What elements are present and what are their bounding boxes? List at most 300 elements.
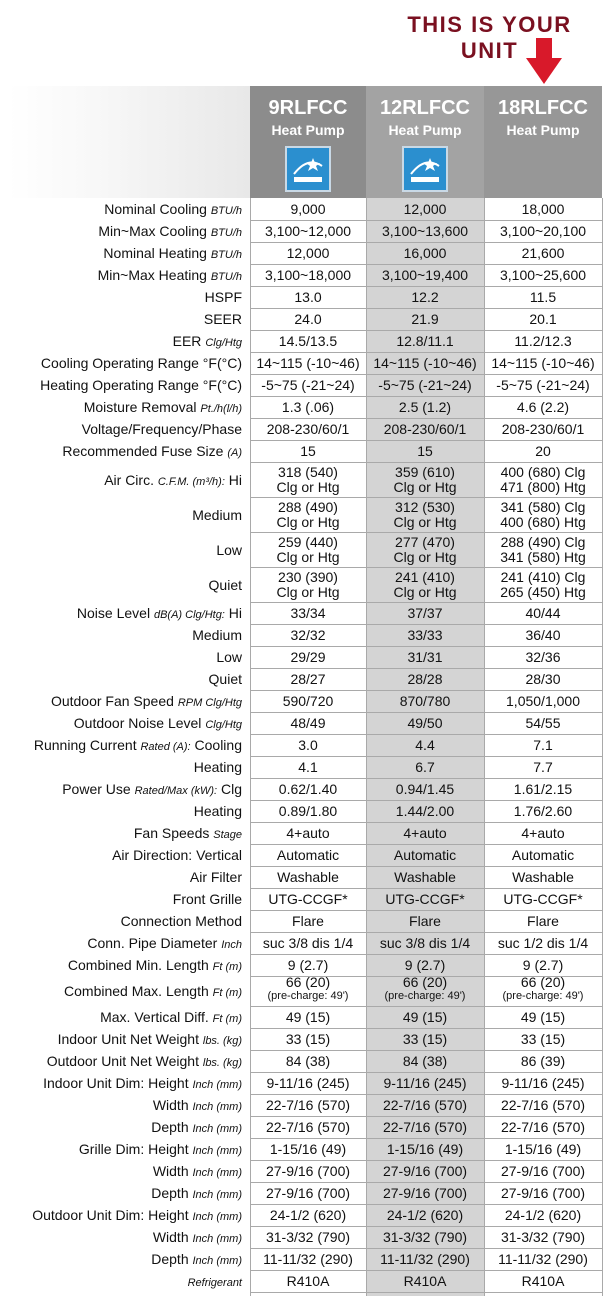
row-unit: lbs. (kg) <box>202 1035 242 1047</box>
spec-cell <box>250 465 366 495</box>
row-label-text: Outdoor Unit Dim: Height <box>32 1207 189 1223</box>
spec-cell: 36/40 <box>525 627 561 643</box>
column-header-12rlfcc <box>366 86 484 198</box>
spec-cell: 12.8/11.1 <box>396 333 454 349</box>
row-label-text: Combined Max. Length <box>64 983 209 999</box>
spec-cell: 21.9 <box>411 311 439 327</box>
row-label-text: Fan Speeds <box>133 825 210 841</box>
row-unit: C.F.M. (m³/h): <box>157 475 225 488</box>
row-label-text: Recommended Fuse Size <box>62 443 224 459</box>
spec-cell: 0.62/1.40 <box>278 781 338 797</box>
row-label-text: Quiet <box>208 671 242 687</box>
row-label <box>205 289 242 305</box>
row-unit: Rated/Max (kW): <box>134 785 218 797</box>
spec-cell: 33 (15) <box>520 1031 566 1047</box>
spec-cell: 24-1/2 (620) <box>386 1207 464 1223</box>
row-unit: Stage <box>213 829 242 841</box>
spec-cell: -5~75 (-21~24) <box>261 377 355 393</box>
row-unit: Inch (mm) <box>192 1079 242 1091</box>
row-label-text: Nominal Heating <box>103 245 207 261</box>
row-divider <box>250 910 602 911</box>
row-label <box>194 803 242 819</box>
row-divider <box>250 1094 602 1095</box>
row-label-text: Heating <box>193 803 242 819</box>
row-divider <box>250 1248 602 1249</box>
spec-cell: 6.7 <box>415 759 435 775</box>
spec-cell: Automatic <box>511 847 575 863</box>
row-label <box>79 1141 242 1159</box>
spec-cell: 32/36 <box>525 649 561 665</box>
spec-cell: 18,000 <box>521 201 565 217</box>
row-label <box>173 891 242 907</box>
row-divider <box>250 497 602 498</box>
row-unit: BTU/h <box>210 227 242 239</box>
spec-cell: 4+auto <box>403 825 447 841</box>
spec-cell: 208-230/60/1 <box>266 421 350 437</box>
spec-cell: 9-11/16 (245) <box>501 1075 585 1091</box>
row-unit: Ft (m) <box>212 961 242 973</box>
row-divider <box>250 264 602 265</box>
row-unit: Inch (mm) <box>192 1145 242 1157</box>
cell-line-2: Clg or Htg <box>393 478 457 495</box>
spec-cell: suc 3/8 dis 1/4 <box>262 935 354 951</box>
spec-cell: Automatic <box>393 847 457 863</box>
spec-cell: 1-15/16 (49) <box>269 1141 347 1157</box>
spec-cell: Flare <box>292 913 324 929</box>
row-unit: Rated (A): <box>140 741 191 753</box>
row-label-text: Outdoor Fan Speed <box>50 693 174 709</box>
spec-cell: 11-11/32 (290) <box>263 1251 353 1267</box>
row-unit: Refrigerant <box>187 1277 242 1289</box>
spec-cell: 12,000 <box>403 201 447 217</box>
spec-cell <box>484 500 602 530</box>
spec-cell: 4+auto <box>521 825 565 841</box>
row-label-text: Front Grille <box>172 891 242 907</box>
spec-cell: 31-3/32 (790) <box>500 1229 586 1245</box>
row-divider <box>250 1292 602 1293</box>
row-unit: Clg/Htg <box>205 337 242 349</box>
spec-cell: 22-7/16 (570) <box>382 1097 468 1113</box>
cell-line-1: 318 (540) <box>278 463 338 480</box>
spec-cell: 33/33 <box>407 627 443 643</box>
spec-cell: 9-11/16 (245) <box>383 1075 467 1091</box>
spec-cell: 24-1/2 (620) <box>504 1207 582 1223</box>
row-label-text: EER <box>172 333 202 349</box>
row-label <box>74 715 242 733</box>
spec-cell: 49 (15) <box>402 1009 448 1025</box>
cell-line-2: Clg or Htg <box>276 548 340 565</box>
row-label-text: Noise Level <box>76 605 151 621</box>
row-divider <box>250 396 602 397</box>
spec-cell: 86 (39) <box>520 1053 566 1069</box>
cell-line-1: 66 (20) <box>285 974 331 990</box>
cell-line-2: (pre-charge: 49') <box>502 990 584 1002</box>
cell-line-2: 341 (580) Htg <box>500 548 586 565</box>
row-divider <box>250 602 602 603</box>
row-label <box>104 201 242 219</box>
spec-cell: suc 1/2 dis 1/4 <box>497 935 589 951</box>
row-divider <box>250 1028 602 1029</box>
row-divider <box>250 418 602 419</box>
spec-cell: 7.7 <box>533 759 553 775</box>
spec-cell: Flare <box>409 913 441 929</box>
row-label-text: Heating Operating Range °F(°C) <box>40 377 242 393</box>
spec-cell <box>366 975 484 1002</box>
spec-cell: 14~115 (-10~46) <box>256 355 360 371</box>
row-label <box>151 1119 242 1137</box>
row-label <box>62 443 242 461</box>
row-divider <box>250 374 602 375</box>
spec-cell: -5~75 (-21~24) <box>496 377 590 393</box>
row-label <box>216 649 242 665</box>
spec-cell: 22-7/16 (570) <box>265 1097 351 1113</box>
cell-line-1: 241 (410) Clg <box>500 568 586 585</box>
spec-cell: 11.5 <box>529 289 557 305</box>
spec-cell: 31/31 <box>407 649 443 665</box>
spec-cell: 27-9/16 (700) <box>265 1185 351 1201</box>
row-unit: Inch (mm) <box>192 1211 242 1223</box>
spec-cell: 14~115 (-10~46) <box>373 355 477 371</box>
spec-cell <box>250 570 366 600</box>
cell-line-1: 259 (440) <box>278 533 338 550</box>
row-divider <box>250 352 602 353</box>
spec-cell: 49/50 <box>407 715 443 731</box>
spec-cell: suc 3/8 dis 1/4 <box>379 935 471 951</box>
row-label <box>192 627 242 643</box>
row-divider <box>250 286 602 287</box>
spec-cell: 33 (15) <box>402 1031 448 1047</box>
spec-cell <box>484 570 602 600</box>
cell-line-1: 312 (530) <box>395 498 455 515</box>
spec-cell: 32/32 <box>290 627 326 643</box>
row-divider <box>250 932 602 933</box>
row-divider <box>250 778 602 779</box>
spec-cell: 9 (2.7) <box>522 957 564 973</box>
row-unit: Ft (m) <box>212 987 242 999</box>
row-label-text: Medium <box>192 506 242 523</box>
row-label <box>34 737 242 755</box>
row-label <box>77 605 242 623</box>
row-label <box>153 1229 242 1247</box>
spec-cell: 1,050/1,000 <box>506 693 580 709</box>
spec-cell <box>484 535 602 565</box>
row-label-text: Depth <box>151 1119 189 1135</box>
spec-cell: R410A <box>286 1273 330 1289</box>
spec-cell: 590/720 <box>282 693 334 709</box>
row-label-text: Width <box>152 1097 189 1113</box>
row-label <box>40 377 242 393</box>
row-label <box>43 1075 242 1093</box>
row-label-text: Connection Method <box>120 913 242 929</box>
cell-line-1: 341 (580) Clg <box>500 498 586 515</box>
spec-cell: 12.2 <box>411 289 439 305</box>
row-label <box>68 957 242 975</box>
row-label-text: Running Current <box>33 737 137 753</box>
row-divider <box>250 1204 602 1205</box>
row-unit: Inch (mm) <box>192 1167 242 1179</box>
spec-cell: 1-15/16 (49) <box>504 1141 582 1157</box>
row-divider <box>250 1006 602 1007</box>
spec-cell: 14~115 (-10~46) <box>491 355 595 371</box>
row-divider <box>250 756 602 757</box>
row-unit: Pt./h(l/h) <box>200 403 242 415</box>
row-label <box>121 913 242 929</box>
spec-cell: -5~75 (-21~24) <box>378 377 472 393</box>
spec-cell: 3,100~18,000 <box>264 267 352 283</box>
row-label <box>151 1251 242 1269</box>
row-label-text: Min~Max Cooling <box>98 223 207 239</box>
row-divider <box>250 532 602 533</box>
row-label <box>153 1163 242 1181</box>
spec-cell: 7.1 <box>533 737 553 753</box>
spec-cell: 22-7/16 (570) <box>500 1119 586 1135</box>
spec-cell <box>250 500 366 530</box>
row-divider <box>250 1116 602 1117</box>
row-label <box>98 267 242 285</box>
row-label <box>98 223 242 241</box>
row-unit: Inch (mm) <box>192 1255 242 1267</box>
row-label <box>190 869 242 885</box>
spec-cell: 28/28 <box>407 671 443 687</box>
row-unit: Clg/Htg <box>205 719 242 731</box>
row-divider <box>250 1160 602 1161</box>
row-divider <box>250 1182 602 1183</box>
column-header-18rlfcc <box>484 86 602 198</box>
row-divider <box>250 712 602 713</box>
row-label-text: Depth <box>151 1185 189 1201</box>
energy-star-icon <box>402 146 448 192</box>
row-label-text: Max. Vertical Diff. <box>100 1009 209 1025</box>
row-divider <box>250 888 602 889</box>
row-label-text: Width <box>152 1229 189 1245</box>
row-label <box>112 847 242 863</box>
row-divider <box>250 1226 602 1227</box>
spec-cell: 20.1 <box>529 311 557 327</box>
row-label-text: Indoor Unit Net Weight <box>57 1031 199 1047</box>
spec-cell: 3,100~12,000 <box>264 223 352 239</box>
spec-cell: 3,100~19,400 <box>381 267 469 283</box>
spec-cell: 2.5 (1.2) <box>398 399 452 415</box>
spec-cell: 22-7/16 (570) <box>265 1119 351 1135</box>
spec-cell: 208-230/60/1 <box>501 421 585 437</box>
spec-cell <box>366 500 484 530</box>
spec-cell: 1-15/16 (49) <box>386 1141 464 1157</box>
row-label-text: Width <box>152 1163 189 1179</box>
row-label-text: Nominal Cooling <box>104 201 207 217</box>
spec-cell: 11-11/32 (290) <box>380 1251 470 1267</box>
spec-cell <box>250 975 366 1002</box>
row-divider <box>250 330 602 331</box>
row-label-text: Depth <box>151 1251 189 1267</box>
row-label <box>84 399 242 417</box>
row-label-text: Cooling Operating Range °F(°C) <box>40 355 242 371</box>
spec-cell: 1.44/2.00 <box>395 803 455 819</box>
header-gradient <box>8 86 250 198</box>
column-divider <box>602 198 603 1296</box>
spec-cell: 208-230/60/1 <box>383 421 467 437</box>
cell-line-1: 241 (410) <box>395 568 455 585</box>
row-divider <box>250 1072 602 1073</box>
row-unit: BTU/h <box>210 271 242 283</box>
cell-line-1: 230 (390) <box>278 568 338 585</box>
cell-line-1: 277 (470) <box>395 533 455 550</box>
column-divider <box>366 198 367 1296</box>
model-name: 9RLFCC <box>268 97 348 119</box>
spec-cell: 27-9/16 (700) <box>382 1185 468 1201</box>
spec-cell <box>484 465 602 495</box>
spec-cell: 31-3/32 (790) <box>265 1229 351 1245</box>
spec-cell <box>366 535 484 565</box>
spec-cell: 4.6 (2.2) <box>516 399 570 415</box>
row-label-suffix: Hi <box>228 471 242 488</box>
row-divider <box>250 954 602 955</box>
spec-cell: 33 (15) <box>285 1031 331 1047</box>
spec-cell: 31-3/32 (790) <box>382 1229 468 1245</box>
cell-line-2: Clg or Htg <box>276 513 340 530</box>
spec-cell: 28/27 <box>290 671 326 687</box>
spec-cell: 3,100~13,600 <box>381 223 469 239</box>
spec-cell: 21,600 <box>521 245 565 261</box>
row-label <box>194 759 242 775</box>
row-label-text: Min~Max Heating <box>97 267 207 283</box>
spec-cell: 0.94/1.45 <box>395 781 455 797</box>
row-label <box>216 542 242 558</box>
row-label <box>153 1097 242 1115</box>
row-divider <box>250 844 602 845</box>
cell-line-2: 471 (800) Htg <box>500 478 586 495</box>
row-label <box>41 355 242 371</box>
cell-line-2: Clg or Htg <box>393 548 457 565</box>
row-label-text: HSPF <box>204 289 242 305</box>
spec-cell <box>366 570 484 600</box>
row-label-suffix: Cooling <box>194 737 242 753</box>
row-label-text: Air Circ. <box>104 471 154 488</box>
spec-cell: 9 (2.7) <box>404 957 446 973</box>
row-unit: RPM Clg/Htg <box>177 697 242 709</box>
row-unit: lbs. (kg) <box>202 1057 242 1069</box>
spec-cell: 870/780 <box>399 693 451 709</box>
row-label <box>192 507 242 523</box>
spec-cell: UTG-CCGF* <box>268 891 348 907</box>
cell-line-1: 66 (20) <box>402 974 448 990</box>
spec-cell: 20 <box>535 443 551 459</box>
row-divider <box>250 734 602 735</box>
cell-line-2: Clg or Htg <box>276 478 340 495</box>
row-divider <box>250 462 602 463</box>
row-divider <box>250 800 602 801</box>
row-divider <box>250 690 602 691</box>
row-label-text: Air Direction: Vertical <box>112 847 242 863</box>
row-label <box>204 311 242 327</box>
spec-cell: Washable <box>512 869 574 885</box>
spec-cell: 27-9/16 (700) <box>382 1163 468 1179</box>
spec-cell: 54/55 <box>525 715 561 731</box>
model-type: Heat Pump <box>506 122 580 138</box>
cell-line-2: Clg or Htg <box>393 513 457 530</box>
cell-line-2: 400 (680) Htg <box>500 513 586 530</box>
row-divider <box>250 866 602 867</box>
cell-line-2: Clg or Htg <box>393 583 457 600</box>
your-unit-callout: THIS IS YOUR UNIT <box>407 12 572 63</box>
spec-cell: 11.2/12.3 <box>514 333 572 349</box>
row-label <box>100 1009 242 1027</box>
spec-cell: 15 <box>417 443 433 459</box>
spec-cell: 1.61/2.15 <box>513 781 573 797</box>
row-label <box>82 421 242 437</box>
cell-line-1: 359 (610) <box>395 463 455 480</box>
row-label <box>87 935 242 953</box>
row-label-text: Outdoor Noise Level <box>73 715 202 731</box>
row-divider <box>250 646 602 647</box>
row-label-text: Medium <box>192 627 242 643</box>
row-unit: Inch (mm) <box>192 1123 242 1135</box>
cell-line-2: (pre-charge: 49') <box>267 990 349 1002</box>
cell-line-2: (pre-charge: 49') <box>384 990 466 1002</box>
column-divider <box>250 198 251 1296</box>
row-label <box>188 1273 242 1291</box>
spec-cell: 24-1/2 (620) <box>269 1207 347 1223</box>
spec-cell: 1.76/2.60 <box>513 803 573 819</box>
row-unit: dB(A) Clg/Htg: <box>153 609 225 621</box>
row-unit: Inch (mm) <box>192 1233 242 1245</box>
cell-line-1: 288 (490) <box>278 498 338 515</box>
spec-cell: UTG-CCGF* <box>503 891 583 907</box>
row-label <box>134 825 242 843</box>
spec-cell <box>484 975 602 1002</box>
spec-cell: 16,000 <box>403 245 447 261</box>
spec-cell: 9 (2.7) <box>287 957 329 973</box>
spec-cell: Flare <box>527 913 559 929</box>
spec-cell: 9,000 <box>290 201 326 217</box>
row-unit: Inch (mm) <box>192 1189 242 1201</box>
row-unit: BTU/h <box>210 249 242 261</box>
spec-cell: 84 (38) <box>285 1053 331 1069</box>
spec-cell: 4.1 <box>298 759 318 775</box>
spec-cell: 0.89/1.80 <box>278 803 338 819</box>
row-label <box>209 671 242 687</box>
spec-cell: Washable <box>394 869 456 885</box>
cell-line-1: 288 (490) Clg <box>500 533 586 550</box>
row-divider <box>250 668 602 669</box>
model-type: Heat Pump <box>271 122 345 138</box>
spec-cell: 9-11/16 (245) <box>266 1075 350 1091</box>
row-label <box>58 1031 242 1049</box>
cell-line-1: 66 (20) <box>520 974 566 990</box>
row-divider <box>250 567 602 568</box>
spec-cell: 13.0 <box>294 289 322 305</box>
row-label-text: Air Filter <box>189 869 242 885</box>
row-label-text: Indoor Unit Dim: Height <box>43 1075 189 1091</box>
row-label-text: Low <box>216 541 242 558</box>
row-unit: BTU/h <box>210 205 242 217</box>
row-label-text: Moisture Removal <box>83 399 197 415</box>
row-label <box>62 781 242 799</box>
row-divider <box>250 1138 602 1139</box>
row-label-text: SEER <box>203 311 242 327</box>
column-divider <box>484 198 485 1296</box>
spec-cell: 1.3 (.06) <box>281 399 335 415</box>
spec-cell: 49 (15) <box>285 1009 331 1025</box>
spec-cell: 3.0 <box>298 737 318 753</box>
row-divider <box>250 242 602 243</box>
cell-line-2: 265 (450) Htg <box>500 583 586 600</box>
row-label-text: Quiet <box>208 576 242 593</box>
row-label <box>103 245 242 263</box>
row-label-suffix: Hi <box>228 605 242 621</box>
spec-cell: 3,100~25,600 <box>499 267 587 283</box>
spec-cell <box>250 535 366 565</box>
spec-cell: 15 <box>300 443 316 459</box>
